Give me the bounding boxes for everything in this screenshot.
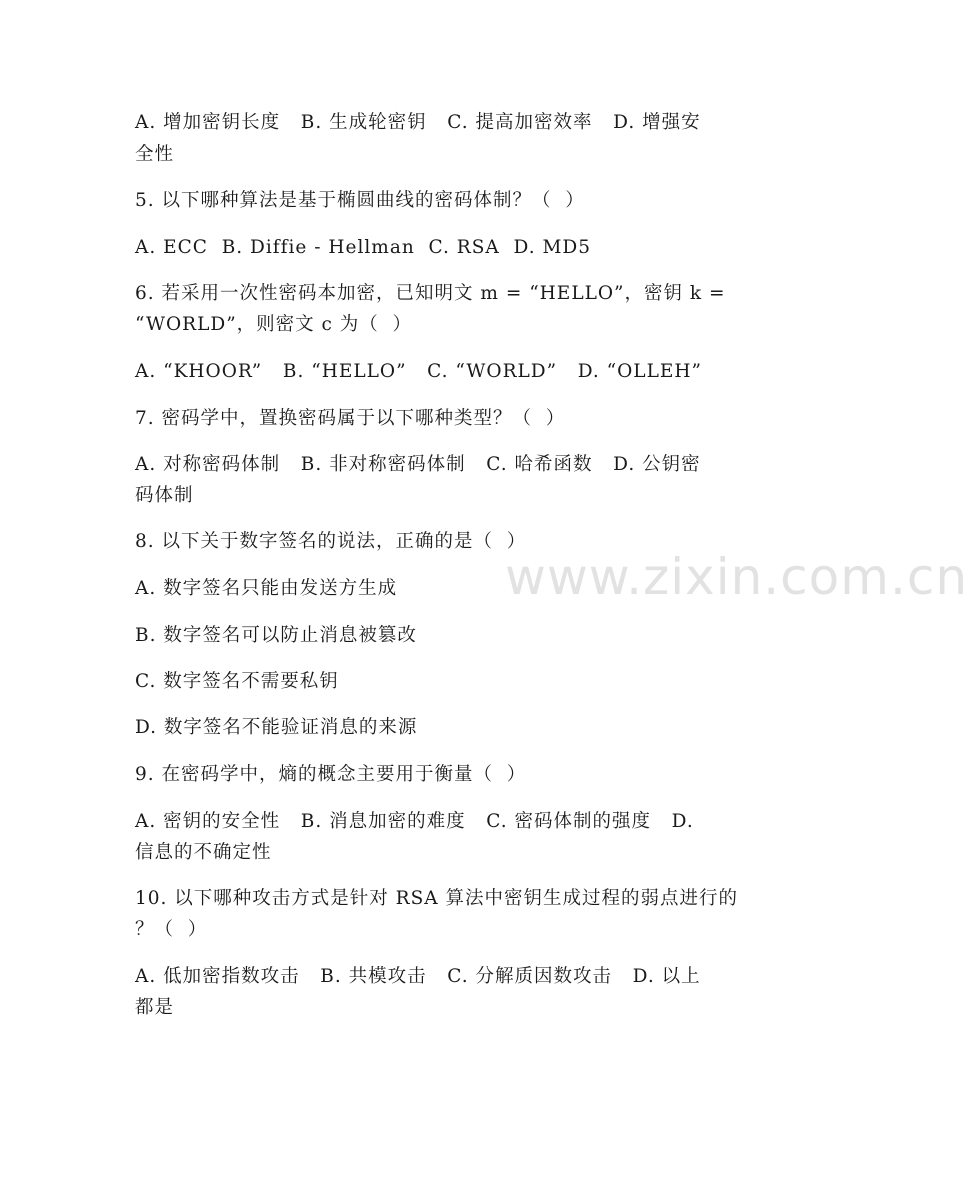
q7-options-line1: A. 对称密码体制 B. 非对称密码体制 C. 哈希函数 D. 公钥密 — [135, 454, 701, 475]
watermark: www.zixin.com.cn — [505, 548, 968, 606]
q5-question: 5. 以下哪种算法是基于椭圆曲线的密码体制？（ ） — [135, 190, 585, 211]
q4-options-line2: 全性 — [135, 144, 175, 165]
q7-question: 7. 密码学中，置换密码属于以下哪种类型？（ ） — [135, 408, 566, 429]
q8-option-b: B. 数字签名可以防止消息被篡改 — [135, 625, 417, 646]
q10-question-line1: 10. 以下哪种攻击方式是针对 RSA 算法中密钥生成过程的弱点进行的 — [135, 888, 739, 909]
q9-options-line1: A. 密钥的安全性 B. 消息加密的难度 C. 密码体制的强度 D. — [135, 811, 694, 832]
q6-question-line2: “WORLD”，则密文 c 为（ ） — [135, 314, 413, 335]
q10-options-line1: A. 低加密指数攻击 B. 共模攻击 C. 分解质因数攻击 D. 以上 — [135, 966, 701, 987]
q4-options-line1: A. 增加密钥长度 B. 生成轮密钥 C. 提高加密效率 D. 增强安 — [135, 112, 701, 133]
q9-options-line2: 信息的不确定性 — [135, 842, 272, 863]
q8-option-a: A. 数字签名只能由发送方生成 — [135, 578, 398, 599]
q10-options-line2: 都是 — [135, 997, 175, 1018]
q10-question-line2: ？（ ） — [135, 919, 208, 940]
q8-question: 8. 以下关于数字签名的说法，正确的是（ ） — [135, 531, 527, 552]
q7-options-line2: 码体制 — [135, 485, 194, 506]
q6-options: A. “KHOOR” B. “HELLO” C. “WORLD” D. “OLLEH” — [135, 361, 702, 382]
q8-option-d: D. 数字签名不能验证消息的来源 — [135, 717, 418, 738]
q8-option-c: C. 数字签名不需要私钥 — [135, 671, 339, 692]
q6-question-line1: 6. 若采用一次性密码本加密，已知明文 m = “HELLO”，密钥 k = — [135, 283, 726, 304]
q5-options: A. ECC B. Diffie - Hellman C. RSA D. MD5 — [135, 237, 591, 258]
q9-question: 9. 在密码学中，熵的概念主要用于衡量（ ） — [135, 764, 527, 785]
